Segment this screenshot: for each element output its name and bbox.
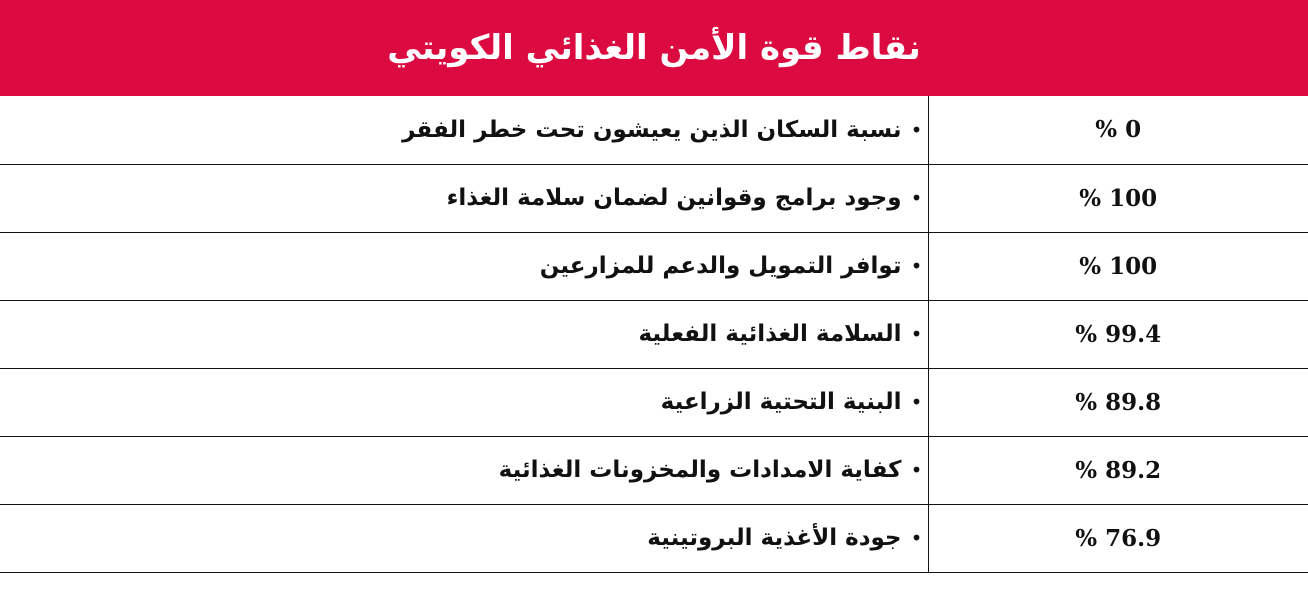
value-cell — [928, 232, 1308, 300]
value-text: 89.8 % — [1075, 388, 1162, 416]
table-row — [0, 164, 1308, 232]
label-text: جودة الأغذية البروتينية — [647, 525, 902, 551]
table-body — [0, 96, 1308, 572]
bullet-icon: • — [910, 390, 923, 414]
page-title: نقاط قوة الأمن الغذائي الكويتي — [387, 28, 921, 68]
table-row — [0, 436, 1308, 504]
label-wrapper — [0, 525, 928, 551]
value-text: 0 % — [1095, 116, 1142, 144]
label-cell — [0, 504, 928, 572]
table-row — [0, 96, 1308, 164]
label-wrapper — [0, 321, 928, 347]
label-text: توافر التمويل والدعم للمزارعين — [539, 253, 902, 279]
bullet-icon: • — [910, 254, 923, 278]
value-text: 100 % — [1079, 184, 1158, 212]
label-text: نسبة السكان الذين يعيشون تحت خطر الفقر — [402, 116, 902, 143]
label-wrapper — [0, 185, 928, 211]
value-cell — [928, 504, 1308, 572]
value-text: 76.9 % — [1075, 524, 1162, 552]
table-row — [0, 368, 1308, 436]
label-cell — [0, 300, 928, 368]
bullet-icon: • — [910, 186, 923, 210]
label-text: البنية التحتية الزراعية — [660, 389, 902, 415]
label-cell — [0, 96, 928, 164]
title-banner — [0, 0, 1308, 96]
bullet-icon: • — [910, 458, 923, 482]
label-wrapper — [0, 117, 928, 143]
strengths-table — [0, 96, 1308, 573]
footer-spacer — [0, 573, 1308, 611]
label-wrapper — [0, 253, 928, 279]
value-text: 89.2 % — [1075, 456, 1162, 484]
label-text: وجود برامج وقوانين لضمان سلامة الغذاء — [446, 185, 902, 211]
bullet-icon: • — [910, 526, 923, 550]
label-wrapper — [0, 389, 928, 415]
value-cell — [928, 164, 1308, 232]
table-row — [0, 300, 1308, 368]
label-cell — [0, 164, 928, 232]
value-text: 100 % — [1079, 252, 1158, 280]
value-cell — [928, 436, 1308, 504]
value-cell — [928, 300, 1308, 368]
label-text: السلامة الغذائية الفعلية — [638, 321, 902, 347]
value-text: 99.4 % — [1075, 320, 1162, 348]
label-cell — [0, 232, 928, 300]
table-row — [0, 232, 1308, 300]
label-cell — [0, 436, 928, 504]
label-wrapper — [0, 457, 928, 483]
bullet-icon: • — [910, 117, 923, 142]
value-cell — [928, 368, 1308, 436]
table-row — [0, 504, 1308, 572]
value-cell — [928, 96, 1308, 164]
label-text: كفاية الامدادات والمخزونات الغذائية — [498, 457, 902, 483]
label-cell — [0, 368, 928, 436]
bullet-icon: • — [910, 322, 923, 346]
